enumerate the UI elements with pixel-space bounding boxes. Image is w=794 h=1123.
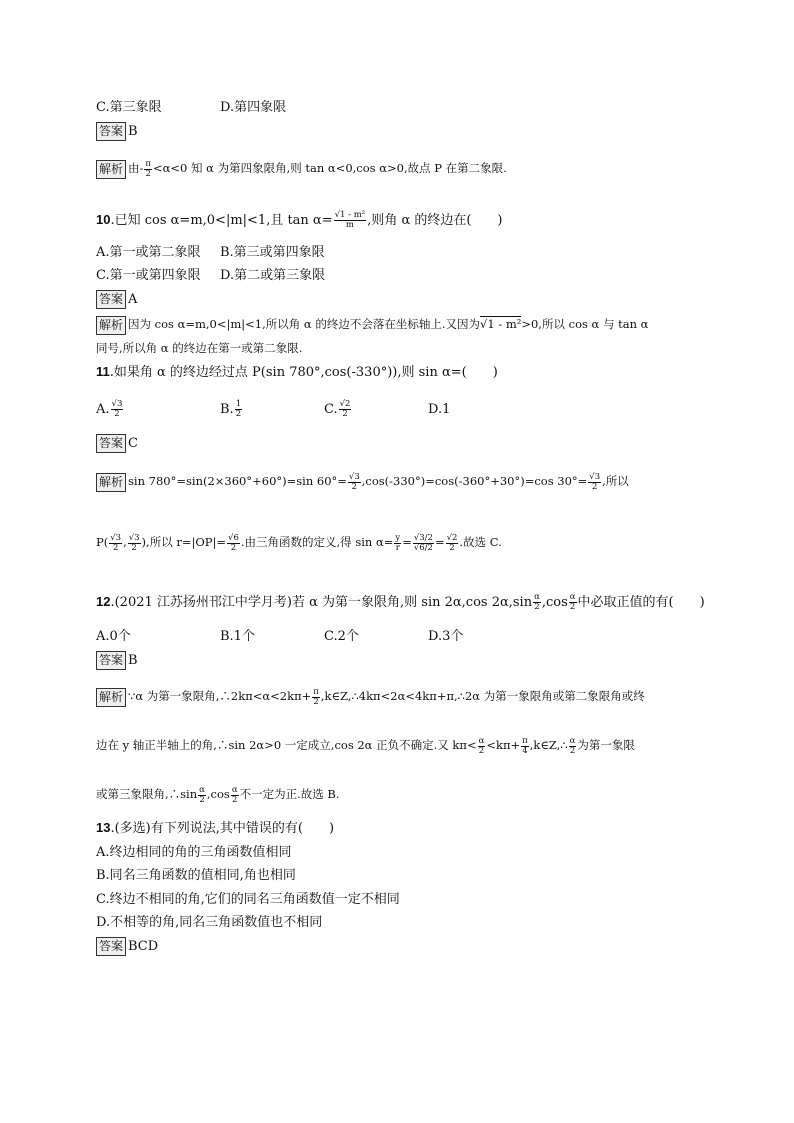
solution-text: 由- [128,161,144,175]
solution-tag: 解析 [96,316,126,335]
answer-value: C [128,436,138,451]
q11-solution-line-1: 解析 sin 780°=sin(2×360°+60°)=sin 60°= $\frac{√3}{2}$ ,cos(-330°)=cos(-360°+30°)=cos 30°= $\frac{√3}{2}$ ,所以 [96,471,629,492]
fraction: $\frac{\alpha}{2}$ [534,592,540,612]
q9-solution [96,158,507,179]
q12-option-c: C.2个 [324,629,359,644]
fraction: $\frac{\alpha}{2}$ [199,784,205,805]
solution-tag: 解析 [96,688,126,707]
fraction: $\frac{√3}{2}$ [110,532,122,553]
q10-answer [96,290,137,310]
q13-option-c: C.终边不相同的角,它们的同名三角函数值一定不相同 [96,892,400,907]
fraction: $\frac{√3}{2}$ [128,532,140,553]
fraction: $\frac{y}{r}$ [395,532,401,553]
answer-tag: 答案 [96,122,126,141]
solution-text: 因为 cos α=m,0<|m|<1,所以角 α 的终边不会落在坐标轴上.又因为 [128,317,480,331]
q12-answer [96,651,138,671]
fraction: $\frac{\pi}{2}$ [313,686,319,707]
q11-option-d: D.1 [428,402,451,417]
q10-option-d: D.第二或第三象限 [220,268,326,283]
q12-solution-line-1: 解析 ∵α 为第一象限角,∴2kπ<α<2kπ+ $\frac{\pi}{2}$ ,k∈Z,∴4kπ<2α<4kπ+π,∴2α 为第一象限角或第二象限角或终 [96,686,645,707]
q10-solution-line-1 [96,314,648,335]
answer-value: A [128,292,138,307]
question-number: 11 [96,364,110,379]
q13-answer [96,937,158,957]
q12-stem: 12.(2021 江苏扬州邗江中学月考)若 α 为第一象限角,则 sin 2α,cos 2α,sin $\frac{\alpha}{2}$ ,cos $\frac{\alpha}{2}$ 中必取正值的有( ) [96,592,705,612]
answer-value: B [128,653,138,668]
fraction: $\frac{\alpha}{2}$ [569,592,576,612]
q10-options-ab [96,243,325,263]
answer-tag: 答案 [96,434,126,453]
answer-tag: 答案 [96,937,126,956]
fraction: $\frac{\text{√1 - m²}}{m}$ [334,210,366,230]
q13-option-a: A.终边相同的角的三角函数值相同 [96,845,292,860]
answer-tag: 答案 [96,651,126,670]
q12-options [96,627,463,647]
q11-option-a: A. $\frac{√3}{2}$ [96,399,123,419]
q12-solution-line-2: 边在 y 轴正半轴上的角,∴sin 2α>0 一定成立,cos 2α 正负不确定.又 kπ< $\frac{\alpha}{2}$ <kπ+ $\frac{\pi}{4}$ ,k∈Z,∴ $\frac{\alpha}{2}$ 为第一象限 [96,735,635,756]
answer-tag: 答案 [96,290,126,309]
answer-value: B [128,124,138,139]
solution-text: >0,所以 cos α 与 tan α [521,317,649,331]
fraction: $\frac{\alpha}{2}$ [478,735,485,756]
question-number: 10 [96,212,111,227]
q13-option-d: D.不相等的角,同名三角函数值也不相同 [96,915,323,930]
q13-option-b: B.同名三角函数的值相同,角也相同 [96,868,296,883]
q12-solution-line-3: 或第三象限角,∴sin $\frac{\alpha}{2}$ ,cos $\frac{\alpha}{2}$ 不一定为正.故选 B. [96,784,340,805]
question-text: .如果角 α 的终边经过点 P(sin 780°,cos(-330°)),则 sin α=( ) [109,365,498,380]
solution-tag: 解析 [96,160,126,179]
q13-stem: 13.(多选)有下列说法,其中错误的有( ) [96,820,335,836]
compound-fraction: $\frac{√3/2}{√6/2}$ [413,532,433,553]
q11-answer [96,434,138,454]
answer-value: BCD [128,939,159,954]
q9-option-d: D.第四象限 [220,100,287,115]
q11-stem [96,362,498,383]
fraction: $\frac{√6}{2}$ [228,532,239,553]
q9-option-c: C.第三象限 [96,100,162,115]
q12-option-b: B.1个 [220,629,255,644]
q10-option-c: C.第一或第四象限 [96,268,201,283]
q12-option-a: A.0个 [96,629,131,644]
q10-option-a: A.第一或第二象限 [96,245,201,260]
q10-option-b: B.第三或第四象限 [220,245,325,260]
fraction: $\frac{\alpha}{2}$ [231,784,238,805]
fraction: $\frac{√3}{2}$ [589,471,601,492]
q9-answer [96,122,138,142]
q11-solution-line-2: P( $\frac{√3}{2}$ , $\frac{√3}{2}$ ),所以 r=|OP|= $\frac{√6}{2}$ .由三角函数的定义,得 sin α= $\frac{y}{r}$ = $\frac{√3/2}{√6/2}$ = $\frac{√2}{2}$ .故选 C. [96,532,502,553]
fraction: $\frac{\alpha}{2}$ [569,735,576,756]
q9-options-cd [96,98,286,118]
solution-tag: 解析 [96,473,126,492]
question-text: ,则角 α 的终边在( ) [367,213,503,228]
sqrt-expression: √1 - m² [480,317,522,331]
fraction: $\frac{√2}{2}$ [446,532,458,553]
question-number: 12 [96,594,111,609]
q10-options-cd [96,266,325,286]
question-number: 13 [96,820,111,835]
q10-stem [96,210,503,231]
q11-option-b: B. $\frac{1}{2}$ [220,399,242,419]
fraction: $\frac{\pi}{2}$ [145,158,151,179]
q11-option-c: C. $\frac{√2}{2}$ [324,399,351,419]
q11-options [96,400,450,420]
question-text: .已知 cos α=m,0<|m|<1,且 tan α= [110,213,333,228]
q10-solution-line-2: 同号,所以角 α 的终边在第一或第二象限. [96,341,303,355]
fraction: $\frac{√3}{2}$ [348,471,360,492]
solution-text: <α<0 知 α 为第四象限角,则 tan α<0,cos α>0,故点 P 在第二象限. [153,161,507,175]
fraction: $\frac{\pi}{4}$ [522,735,528,756]
q12-option-d: D.3个 [428,629,464,644]
